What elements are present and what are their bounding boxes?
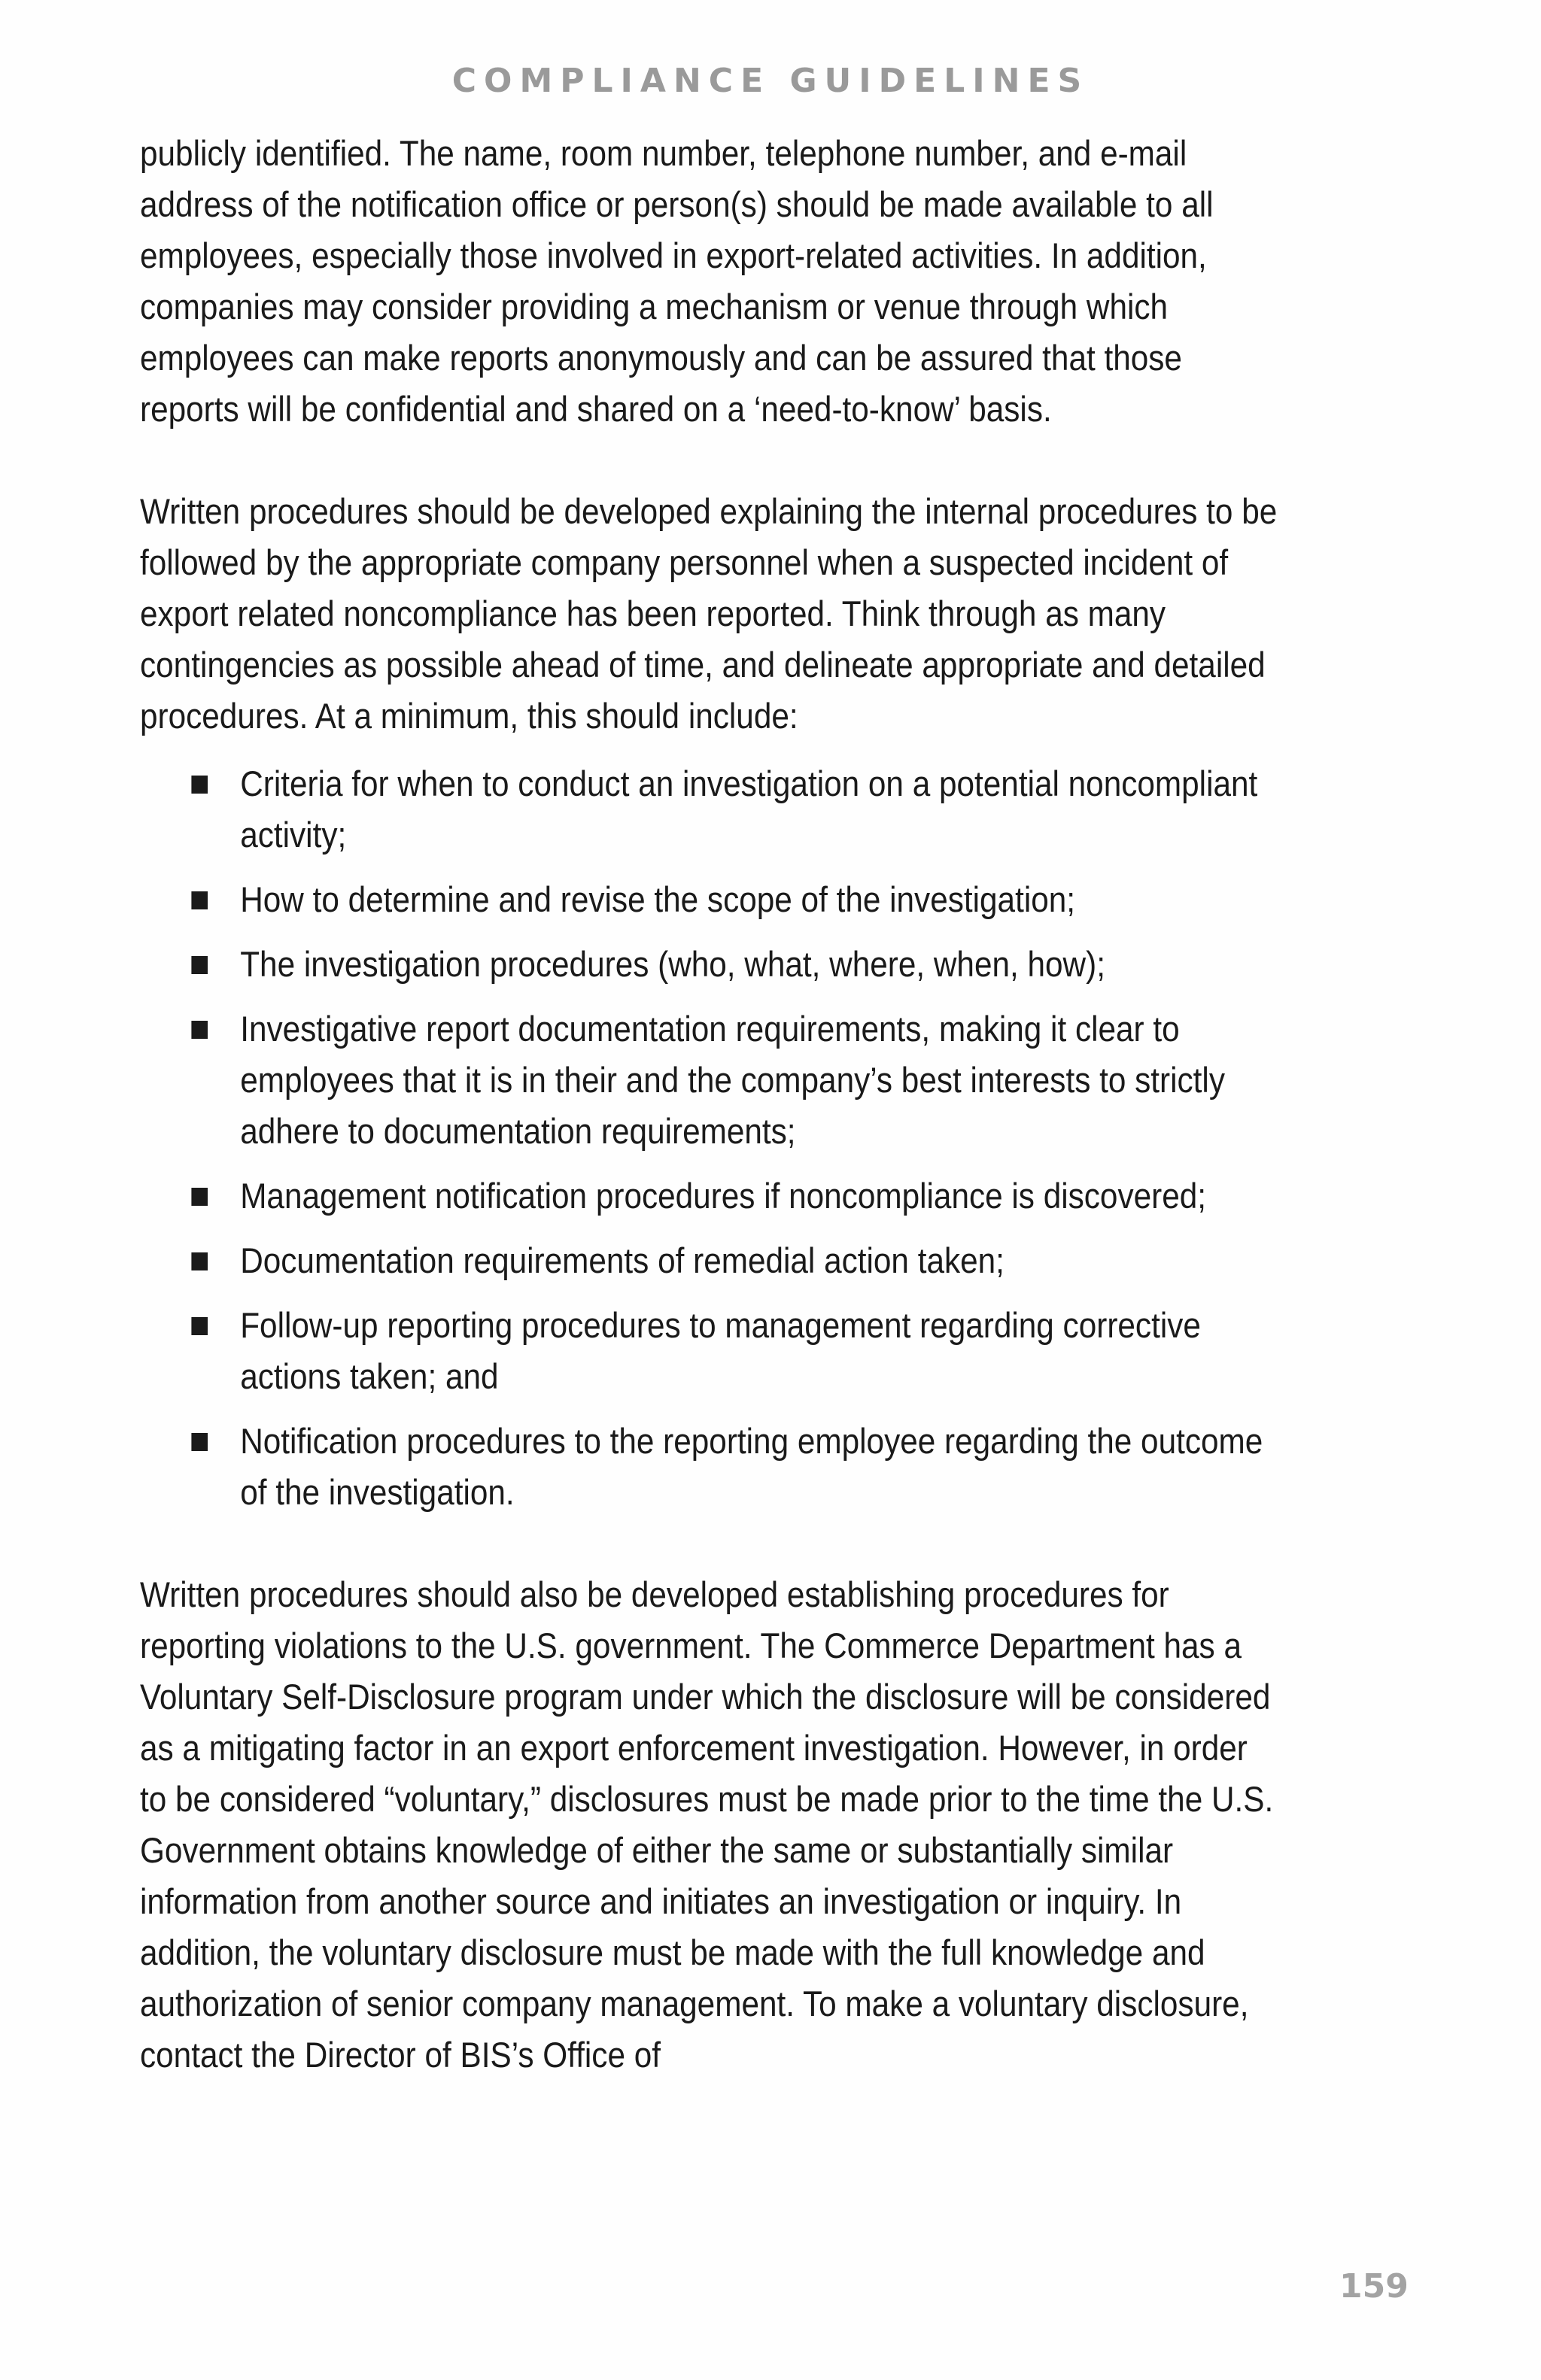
list-item-text: Notification procedures to the reporting employee regarding the outcome of the investigation.	[240, 1421, 1263, 1512]
list-item	[140, 874, 1278, 925]
square-bullet-icon	[191, 891, 208, 909]
list-item-text: How to determine and revise the scope of the investigation;	[240, 879, 1076, 919]
paragraph-written-procedures: Written procedures should be developed explaining the internal procedures to be followed by the appropriate company personnel when a suspected incident of export related noncompliance has been reported. Think through as many contingencies as possible ahead of time, and delineate appropriate and detailed procedures. At a minimum, this should include:	[140, 491, 1278, 736]
list-item	[140, 939, 1278, 990]
page-number: 159	[1339, 2267, 1409, 2306]
list-item-text: Investigative report documentation requirements, making it clear to employees that it is in their and the company’s best interests to strictly adhere to documentation requirements;	[240, 1009, 1225, 1151]
page-body	[140, 128, 1278, 2081]
procedures-bullet-list	[140, 758, 1278, 1518]
list-item	[140, 1170, 1278, 1222]
square-bullet-icon	[191, 1252, 208, 1270]
square-bullet-icon	[191, 776, 208, 794]
running-header: COMPLIANCE GUIDELINES	[451, 62, 1090, 100]
square-bullet-icon	[191, 1433, 208, 1451]
paragraph-voluntary-disclosure: Written procedures should also be developed establishing procedures for reporting violations to the U.S. government. The Commerce Department has a Voluntary Self-Disclosure program under which the disclosure will be considered as a mitigating factor in an export enforcement investigation. However, in order to be considered “voluntary,” disclosures must be made prior to the time the U.S. Government obtains knowledge of either the same or substantially similar information from another source and initiates an investigation or inquiry. In addition, the voluntary disclosure must be made with the full knowledge and authorization of senior company management. To make a voluntary disclosure, contact the Director of BIS’s Office of	[140, 1574, 1274, 2075]
list-item	[140, 1235, 1278, 1286]
list-item-text: Follow-up reporting procedures to management regarding corrective actions taken; and	[240, 1305, 1201, 1396]
square-bullet-icon	[191, 1021, 208, 1039]
list-item	[140, 1003, 1278, 1157]
square-bullet-icon	[191, 956, 208, 974]
list-item	[140, 1416, 1278, 1518]
list-item-text: The investigation procedures (who, what, where, when, how);	[240, 944, 1105, 984]
paragraph-notification-office: publicly identified. The name, room number, telephone number, and e-mail address of the notification office or person(s) should be made available to all employees, especially those involved in export-related activities. In addition, companies may consider providing a mechanism or venue through which employees can make reports anonymously and can be assured that those reports will be confidential and shared on a ‘need-to-know’ basis.	[140, 133, 1214, 429]
list-item-text: Documentation requirements of remedial action taken;	[240, 1240, 1005, 1280]
square-bullet-icon	[191, 1188, 208, 1206]
square-bullet-icon	[191, 1317, 208, 1335]
list-item	[140, 758, 1278, 861]
list-item-text: Criteria for when to conduct an investigation on a potential noncompliant activity;	[240, 763, 1258, 855]
list-item	[140, 1300, 1278, 1402]
list-item-text: Management notification procedures if noncompliance is discovered;	[240, 1176, 1207, 1216]
